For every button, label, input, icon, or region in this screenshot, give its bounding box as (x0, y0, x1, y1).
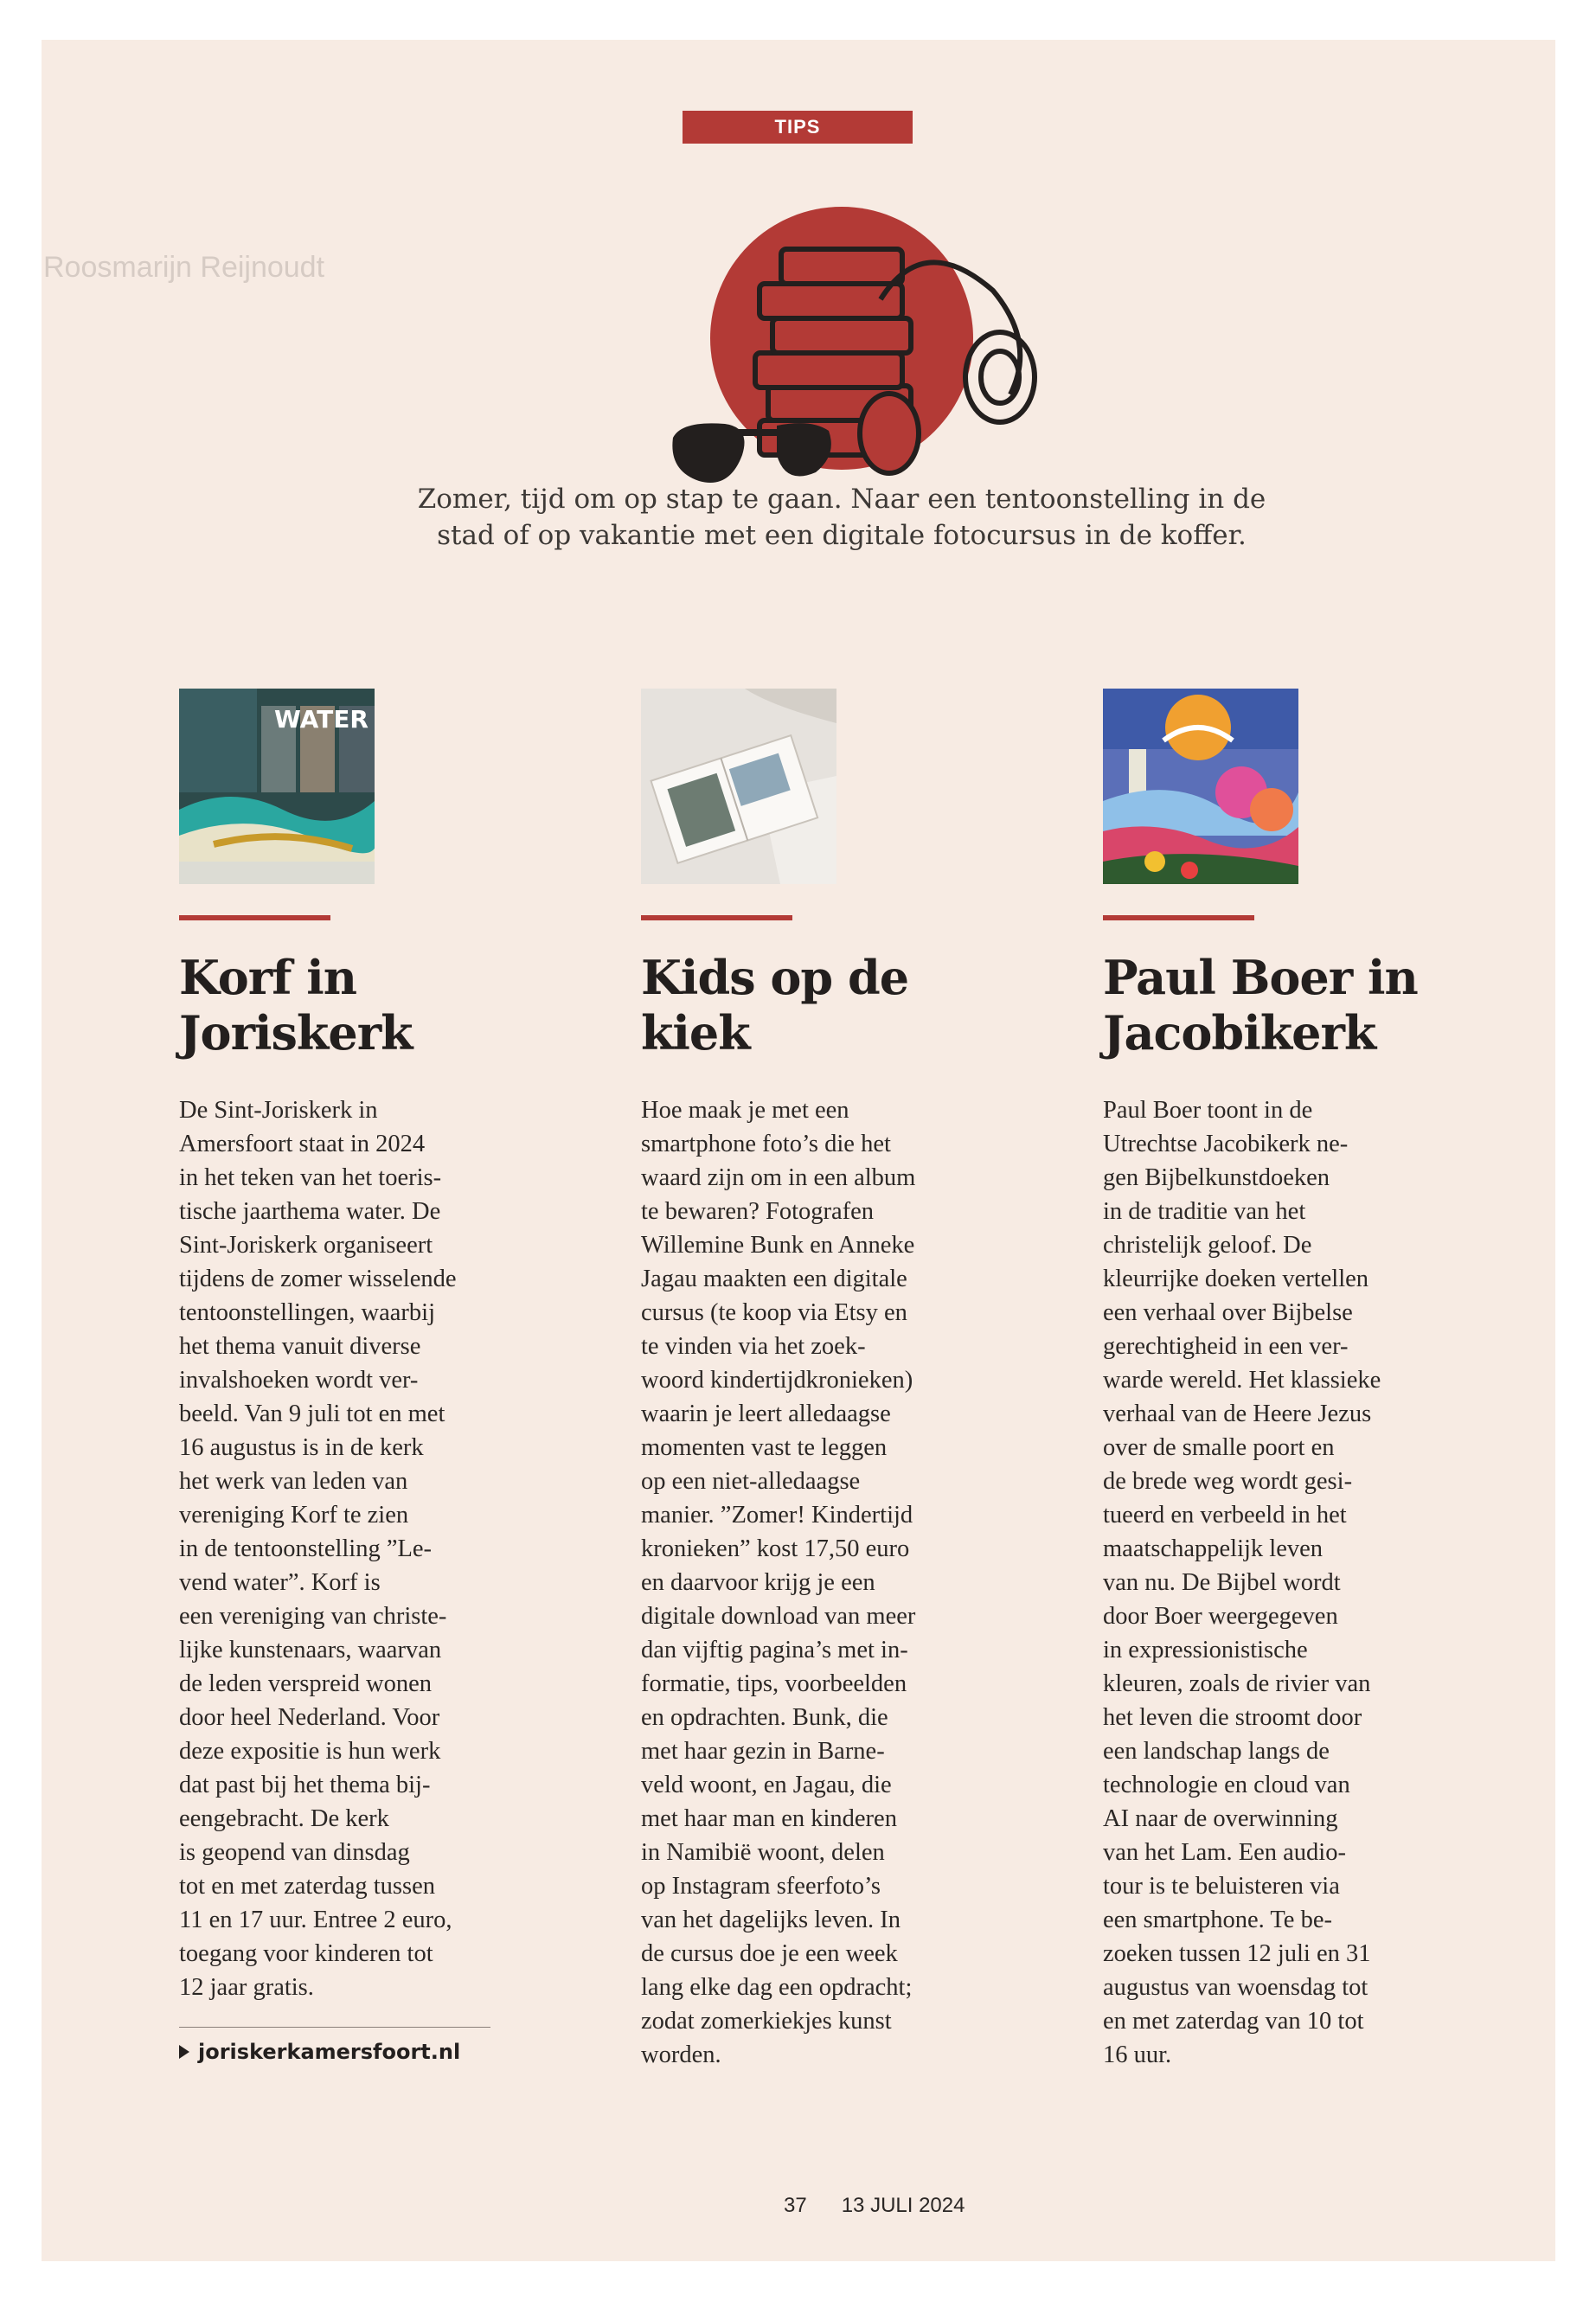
photo-album-thumbnail (641, 689, 836, 884)
magazine-page (42, 40, 1555, 2261)
page-footer (784, 2194, 965, 2218)
article-body: Paul Boer toont in de Utrechtse Jacobikerk ne- gen Bijbelkunstdoeken in de traditie van het christelijk geloof. De kleurrijke doeken vertellen een verhaal over Bijbelse gerechtigheid in een ver- warde wereld. Het klassieke verhaal van de Heere Jezus over de smalle poort en de brede weg wordt gesi- tueerd en verbeeld in het maatschappelijk leven van nu. De Bijbel wordt door Boer weergegeven in expressionistische kleuren, zoals de rivier van het leven die stroomt door een landschap langs de technologie en cloud van AI naar de overwinning van het Lam. Een audio- tour is te beluisteren via een smartphone. Te be- zoeken tussen 12 juli en 31 augustus van woensdag tot en met zaterdag van 10 tot 16 uur. (1103, 1097, 1381, 2068)
photo-credit: Roosmarijn Reijnoudt (43, 251, 325, 284)
article-paul-boer (1103, 689, 1423, 2072)
sunglasses-icon (672, 423, 830, 483)
article-title: Paul Boer in Jacobikerk (1103, 950, 1418, 1061)
section-tag: TIPS (683, 111, 913, 144)
website-link[interactable] (179, 2040, 499, 2064)
accent-rule (641, 915, 792, 920)
summer-illustration (630, 195, 1062, 507)
play-triangle-icon (179, 2045, 189, 2059)
thumbnail-title: WATER (274, 705, 369, 734)
issue-date: 13 JULI 2024 (841, 2194, 965, 2217)
article-body: De Sint-Joriskerk in Amersfoort staat in 2024 in het teken van het toeris- tische jaarthema water. De Sint-Joriskerk organiseert tijdens de zomer wisselende tentoonstellingen, waarbij het thema vanuit diverse invalshoeken wordt ver- beeld. Van 9 juli tot en met 16 augustus is in de kerk het werk van leden van vereniging Korf te zien in de tentoonstelling ”Le- vend water”. Korf is een vereniging van christe- lijke kunstenaars, waarvan de leden verspreid wonen door heel Nederland. Voor deze expositie is hun werk dat past bij het thema bij- eengebracht. De kerk is geopend van dinsdag tot en met zaterdag tussen 11 en 17 uur. Entree 2 euro, toegang voor kinderen tot 12 jaar gratis. (179, 1097, 457, 2001)
article-title: Korf in Joriskerk (179, 950, 413, 1061)
intro-text: Zomer, tijd om op stap te gaan. Naar een tentoonstelling in de stad of op vakantie met een digitale fotocursus in de koffer. (417, 484, 1266, 551)
accent-rule (1103, 915, 1254, 920)
water-exhibition-thumbnail (179, 689, 375, 884)
article-body: Hoe maak je met een smartphone foto’s die het waard zijn om in een album te bewaren? Fotografen Willemine Bunk en Anneke Jagau maakten een digitale cursus (te koop via Etsy en te vinden via het zoek- woord kindertijdkronieken) waarin je leert alledaagse momenten vast te leggen op een niet-alledaagse manier. ”Zomer! Kindertijd kronieken” kost 17,50 euro en daarvoor krijg je een digitale download van meer dan vijftig pagina’s met in- formatie, tips, voorbeelden en opdrachten. Bunk, die met haar gezin in Barne- veld woont, en Jagau, die met haar man en kinderen in Namibië woont, delen op Instagram sfeerfoto’s van het dagelijks leven. In de cursus doe je een week lang elke dag een opdracht; zodat zomerkiekjes kunst worden. (641, 1097, 916, 2068)
page-number: 37 (784, 2194, 807, 2217)
painting-thumbnail (1103, 689, 1298, 884)
article-title: Kids op de kiek (641, 950, 909, 1061)
website-link-text[interactable]: joriskerkamersfoort.nl (198, 2040, 461, 2064)
accent-rule (179, 915, 330, 920)
divider (179, 2027, 490, 2028)
article-korf (179, 689, 499, 2064)
article-kids (641, 689, 961, 2072)
